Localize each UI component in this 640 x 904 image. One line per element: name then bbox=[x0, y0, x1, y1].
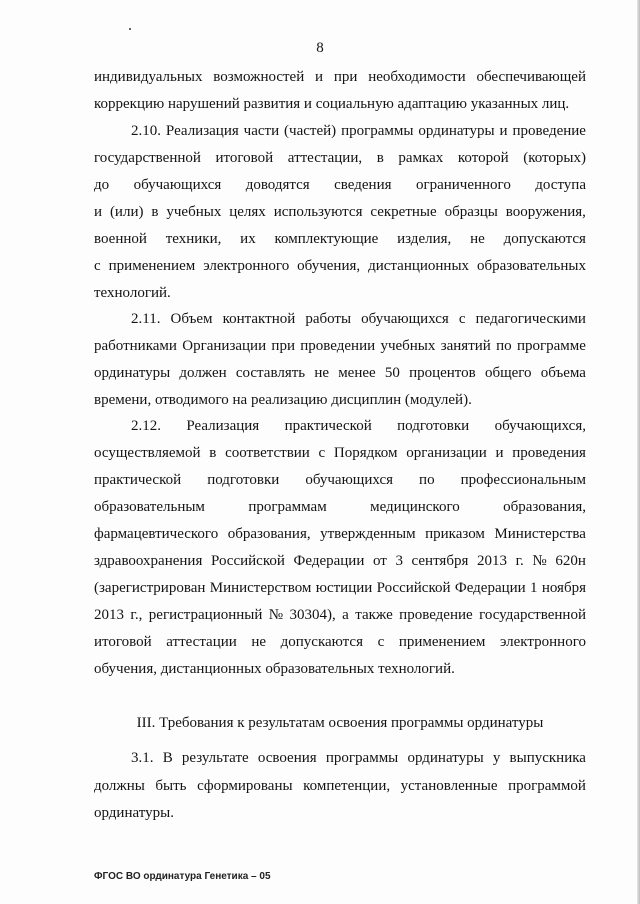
text-line: (зарегистрирован Министерством юстиции Российской Федерации 1 ноября bbox=[94, 580, 586, 596]
section-heading: III. Требования к результатам освоения программы ординатуры bbox=[136, 715, 544, 731]
text-line: итоговой аттестации не допускаются с применением электронного bbox=[94, 634, 586, 650]
text-line: здравоохранения Российской Федерации от 3 сентября 2013 г. № 620н bbox=[94, 553, 586, 569]
text-line: технологий. bbox=[94, 285, 171, 301]
text-line: обучения, дистанционных образовательных технологий. bbox=[94, 661, 455, 677]
text-line: фармацевтического образования, утвержденным приказом Министерства bbox=[94, 526, 586, 542]
text-line: с применением электронного обучения, дистанционных образовательных bbox=[94, 258, 586, 274]
page-number: 8 bbox=[316, 40, 324, 56]
paragraph-2-10-line: 2.10. Реализация части (частей) программы ординатуры и проведение bbox=[131, 123, 586, 139]
scan-speck bbox=[129, 28, 131, 30]
paragraph-3-1-line: 3.1. В результате освоения программы ординатуры у выпускника bbox=[131, 750, 586, 766]
text-line: коррекцию нарушений развития и социальную адаптацию указанных лиц. bbox=[94, 96, 570, 112]
text-line: государственной итоговой аттестации, в рамках которой (которых) bbox=[94, 150, 586, 166]
paragraph-2-11-line: 2.11. Объем контактной работы обучающихся с педагогическими bbox=[131, 311, 586, 327]
text-line: до обучающихся доводятся сведения ограниченного доступа bbox=[94, 177, 586, 193]
text-line: работниками Организации при проведении учебных занятий по программе bbox=[94, 338, 586, 354]
text-line: времени, отводимого на реализацию дисциплин (модулей). bbox=[94, 392, 472, 408]
text-line: 2013 г., регистрационный № 30304), а также проведение государственной bbox=[94, 607, 586, 623]
footer-text: ФГОС ВО ординатура Генетика – 05 bbox=[94, 871, 271, 882]
text-line: образовательным программам медицинского образования, bbox=[94, 499, 586, 515]
text-line: должны быть сформированы компетенции, установленные программой bbox=[94, 778, 586, 794]
text-line: военной техники, их комплектующие изделия, не допускаются bbox=[94, 231, 586, 247]
text-line: индивидуальных возможностей и при необходимости обеспечивающей bbox=[94, 69, 586, 85]
paragraph-2-12-line: 2.12. Реализация практической подготовки обучающихся, bbox=[131, 418, 586, 434]
text-line: ординатуры должен составлять не менее 50 процентов общего объема bbox=[94, 365, 586, 381]
text-line: практической подготовки обучающихся по профессиональным bbox=[94, 472, 586, 488]
text-line: ординатуры. bbox=[94, 805, 174, 821]
text-line: и (или) в учебных целях используются секретные образцы вооружения, bbox=[94, 204, 586, 220]
text-line: осуществляемой в соответствии с Порядком организации и проведения bbox=[94, 445, 586, 461]
